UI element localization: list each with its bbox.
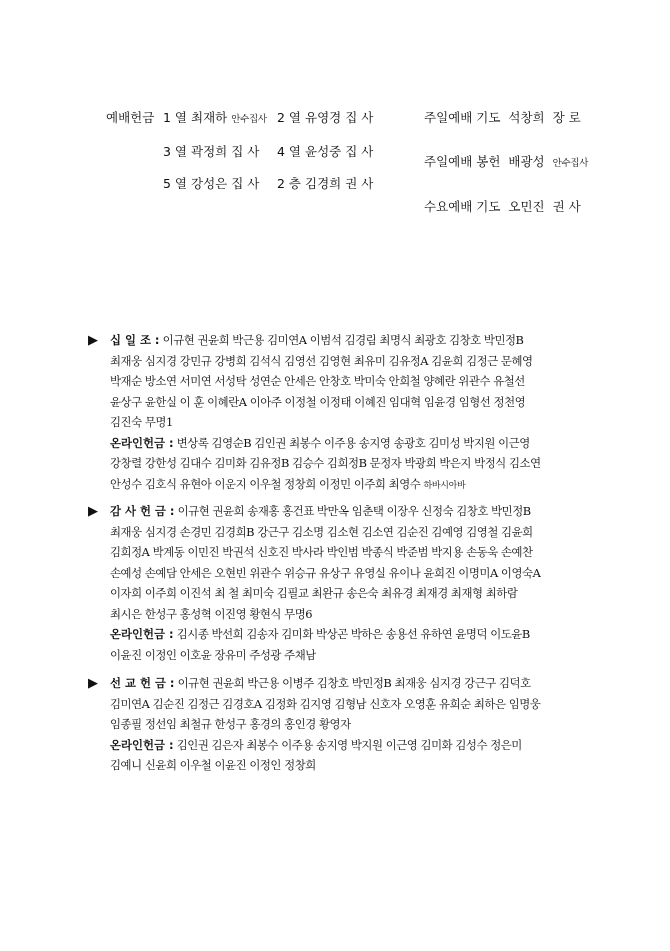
duty-wednesday-prayer: 수요예배 기도 오민진 권 사 [424,199,581,214]
mission-line: 선 교 헌 금 : 이규현 권윤희 박근용 이병주 김창호 박민정B 최재웅 심지경 강근구 김덕호 [110,676,531,690]
tithe-label: 십 일 조 : [110,333,160,347]
thanks-online-line: 온라인헌금 : 김시종 박선희 김송자 김미화 박상곤 박하은 송용선 유하연 윤명덕 이도윤B [110,627,530,641]
tithe-line: 십 일 조 : 이규현 권윤희 박근용 김미연A 이범석 김경림 최명식 최광호 김창호 박민정B [110,333,524,347]
offering-label: 예배헌금 [106,110,155,125]
mission-section [88,673,570,776]
tithe-line: 김진숙 무명1 [110,415,173,429]
duty-sunday-prayer: 주일예배 기도 석창희 장 로 [424,110,581,125]
mission-line: 김미연A 김순진 김정근 김경호A 김정화 김지영 김형남 신호자 오영훈 유희순 최하은 임명웅 [110,696,541,711]
tithe-line: 최재웅 심지경 강민규 강병희 김석식 김영선 김영현 최유미 김유정A 김윤희 김정근 문혜영 [110,353,533,368]
thanks-line: 최재웅 심지경 손경민 김경희B 강근구 김소명 김소현 김소연 김순진 김예영 김영철 김윤희 [110,524,533,539]
thanks-online-label: 온라인헌금 : [110,627,174,641]
mission-line: 임종필 정선임 최철규 한성구 홍경의 홍인경 황영자 [110,717,351,731]
mission-online-line: 김예니 신윤희 이우철 이윤진 이정인 정창희 [110,758,316,772]
offering-row-3-left: 5 열 강성은 집 사 [163,176,260,191]
triangle-right-icon: ▶ [88,504,98,519]
thanks-line: 이자희 이주희 이진석 최 철 최미숙 김필교 최완규 송은숙 최유경 최재경 최재형 최하람 [110,586,518,600]
tithe-section [88,330,570,496]
thanks-online-line: 이윤진 이정인 이호윤 장유미 주성광 주채남 [110,647,316,662]
triangle-right-icon: ▶ [88,333,98,348]
tithe-line: 박재순 방소연 서미연 서성탁 성연순 안세은 안창호 박미숙 안희철 양혜란 위관수 유철선 [110,374,525,388]
offering-row-1-left: 1 열 최재하 안수집사 [163,110,267,125]
thanks-line: 최시은 한성구 홍성혁 이진영 황현식 무명6 [110,606,313,621]
duty-sunday-offering: 주일예배 봉헌 배광성 안수집사 [424,154,589,169]
mission-label: 선 교 헌 금 : [110,676,175,690]
tithe-online-line: 온라인헌금 : 변상록 김영순B 김인권 최봉수 이주용 송지영 송광호 김미성 박지원 이근영 [110,435,530,450]
offering-row-1-right: 2 열 유영경 집 사 [277,110,374,125]
offering-row-3-right: 2 층 김경희 권 사 [277,176,374,191]
thanks-line: 감 사 헌 금 : 이규현 권윤희 송재홍 홍건표 박만옥 임춘택 이장우 신정숙 김창호 박민정B [110,504,531,518]
offering-row-2-left: 3 열 곽정희 집 사 [163,144,260,159]
mission-online-label: 온라인헌금 : [110,737,174,752]
tithe-line: 윤상구 윤한실 이 훈 이혜란A 이아주 이정철 이정태 이혜진 임대혁 임윤경 임형선 정천영 [110,394,526,409]
tithe-online-label: 온라인헌금 : [110,435,174,450]
thanks-section [88,501,570,665]
tithe-online-line: 강창렬 강한성 김대수 김미화 김유정B 김승수 김희정B 문정자 박광희 박은지 박정식 김소연 [110,456,541,470]
triangle-right-icon: ▶ [88,676,98,691]
tithe-online-line: 안성수 김호식 유현아 이운지 이우철 정창희 이정민 이주희 최영수 하바시아바 [110,476,466,491]
offering-row-2-right: 4 열 윤성중 집 사 [277,144,374,159]
thanks-line: 김희정A 박계동 이민진 박권석 신호진 박사라 박인범 박종식 박준범 박지용 손동욱 손예찬 [110,545,533,559]
thanks-label: 감 사 헌 금 : [110,504,175,518]
thanks-line: 손예성 손예담 안세은 오현빈 위관수 위승규 유상구 유영실 유이나 윤희진 이명미A 이영숙A [110,565,541,580]
mission-online-line: 온라인헌금 : 김인권 김은자 최봉수 이주용 송지영 박지원 이근영 김미화 김성수 정은미 [110,737,522,752]
